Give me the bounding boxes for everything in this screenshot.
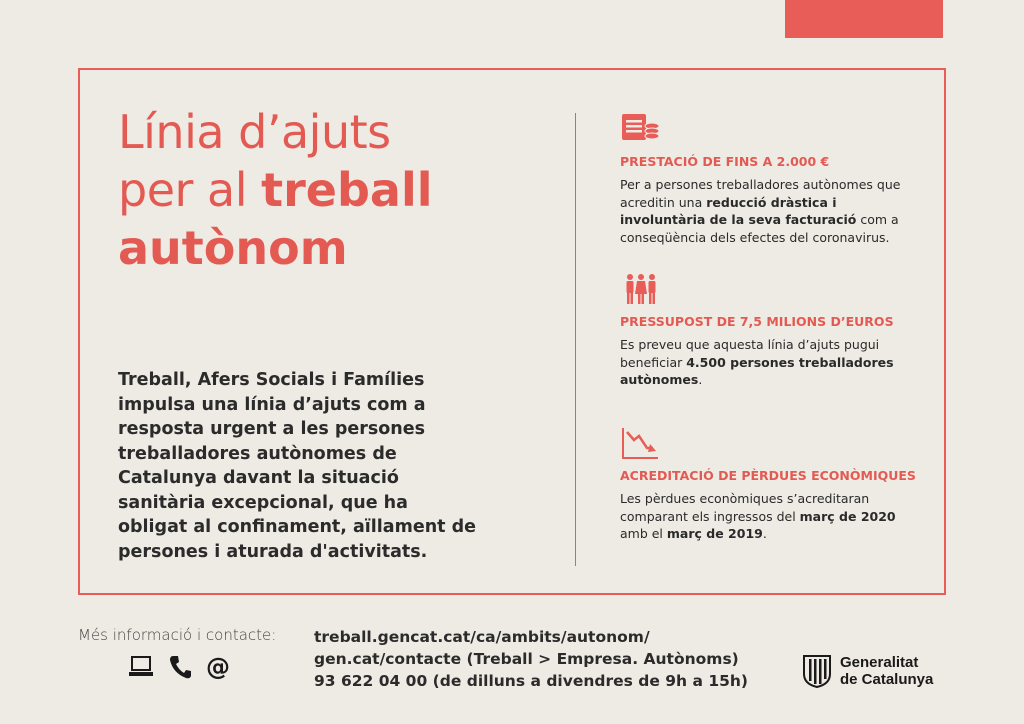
at-sign-icon: @ xyxy=(206,653,230,681)
item-text: Es preveu que aquesta línia d’ajuts pugui beneficiar 4.500 persones treballadores autònomes. xyxy=(620,337,894,387)
title-line-1: Línia d’ajuts xyxy=(118,105,391,159)
generalitat-logo-text: Generalitat de Catalunya xyxy=(840,654,934,688)
footer-label: Més informació i contacte: xyxy=(78,626,277,644)
computer-icon xyxy=(128,656,154,678)
phone-icon xyxy=(168,654,192,680)
info-item-benefit xyxy=(620,112,920,246)
item-text: Per a persones treballadores autònomes que acreditin una reducció dràstica i involuntària de la seva facturació com a conseqüència dels efectes del coronavirus. xyxy=(620,177,901,245)
title-line-3: autònom xyxy=(118,221,348,275)
item-heading: PRESTACIÓ DE FINS A 2.000 € xyxy=(620,154,830,169)
column-divider xyxy=(575,113,576,566)
top-accent-tab xyxy=(785,0,943,38)
contact-icons xyxy=(128,652,230,682)
declining-chart-icon xyxy=(620,426,662,462)
people-group-icon xyxy=(620,272,662,308)
website-link[interactable]: treball.gencat.cat/ca/ambits/autonom/ xyxy=(314,628,650,646)
contact-link[interactable]: gen.cat/contacte (Treball > Empresa. Autònoms) xyxy=(314,650,739,668)
intro-paragraph: Treball, Afers Socials i Famílies impulsa una línia d’ajuts com a resposta urgent a les persones treballadores autònomes de Catalunya davant la situació sanitària excepcional, que ha obligat al confinament, aïllament de persones i aturada d'activitats. xyxy=(118,370,477,562)
item-text: Les pèrdues econòmiques s’acreditaran comparant els ingressos del març de 2020 amb el març de 2019. xyxy=(620,491,896,541)
page-title xyxy=(118,103,538,277)
title-line-2-bold: treball xyxy=(261,163,433,217)
info-item-budget xyxy=(620,272,920,389)
generalitat-logo xyxy=(802,654,933,688)
phone-number: 93 622 04 00 (de dilluns a divendres de 9h a 15h) xyxy=(314,672,749,690)
title-line-2-light: per al xyxy=(118,163,262,217)
generalitat-emblem-icon xyxy=(802,654,832,688)
info-item-losses xyxy=(620,426,920,543)
item-heading: ACREDITACIÓ DE PÈRDUES ECONÒMIQUES xyxy=(620,468,916,483)
coins-bills-icon xyxy=(620,112,662,148)
contact-links xyxy=(314,626,748,692)
item-heading: PRESSUPOST DE 7,5 MILIONS D’EUROS xyxy=(620,314,894,329)
